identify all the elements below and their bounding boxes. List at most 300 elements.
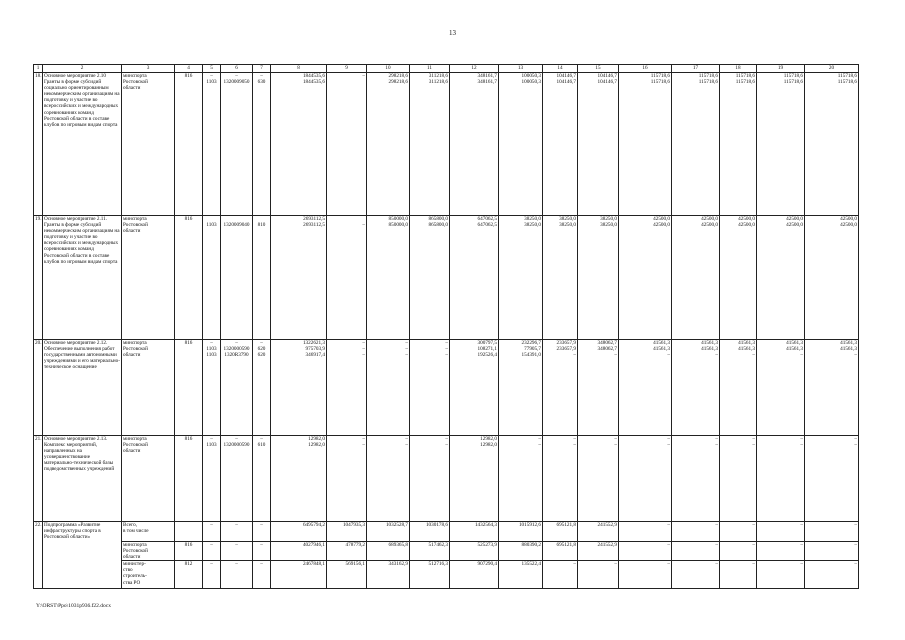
cell-line: ства РО	[123, 579, 141, 586]
value-cell: –	[757, 561, 805, 589]
value-cell: –	[253, 522, 271, 542]
column-number: 18	[720, 65, 757, 73]
cell-line: области	[123, 448, 141, 455]
cell-line: 104146,7	[597, 73, 617, 79]
column-number: 15	[578, 65, 619, 73]
cell-line: –	[405, 346, 408, 353]
value-cell: 525273,9	[450, 542, 499, 561]
cell-line: –	[210, 436, 213, 442]
value-cell: 241552,9	[578, 522, 619, 542]
cell-line: –	[405, 352, 408, 359]
cell-line: 348161,7	[477, 79, 497, 86]
cell-line: 115718,6	[837, 79, 857, 86]
value-cell	[271, 340, 327, 436]
cell-line: 620	[257, 346, 266, 353]
program-name: Подпрограмма «Развитие инфраструктуры спорта в Ростовской области»	[43, 522, 122, 589]
value-cell	[221, 73, 253, 216]
cell-line: 233657,9	[556, 340, 576, 346]
cell-line: 311218,6	[428, 79, 448, 86]
value-cell: –	[619, 542, 672, 561]
value-cell	[672, 216, 720, 340]
value-cell: –	[672, 542, 720, 561]
cell-line: 115718,6	[783, 73, 803, 79]
value-cell	[410, 73, 450, 216]
value-cell: 1030178,6	[410, 522, 450, 542]
cell-line: 1844535,6	[302, 79, 325, 86]
cell-line: 41561,3	[786, 346, 803, 353]
cell-line: 38250,0	[559, 222, 576, 229]
value-cell: 689365,8	[367, 542, 410, 561]
value-cell: 695121,8	[543, 522, 578, 542]
measure-name: Основное мероприятие 2.10 Гранты в форме субсидий социально ориентированным некоммерческим организациям на подготовку и участие во всероссийских и международных соревнованиях команд Ростовской области в составе клубов по игровым видам спорта	[43, 73, 122, 216]
cell-line: 1320R3790	[224, 352, 249, 359]
value-cell	[499, 216, 543, 340]
cell-line: 104146,7	[597, 79, 617, 86]
cell-line: 346917,4	[305, 352, 325, 359]
value-cell	[327, 340, 367, 436]
value-cell	[543, 73, 578, 216]
value-cell: –	[253, 542, 271, 561]
value-cell: 6495794,2	[271, 522, 327, 542]
cell-line: 1322621,3	[302, 340, 325, 346]
cell-line: минспорта	[123, 73, 147, 79]
cell-line: 232296,7	[521, 340, 541, 346]
cell-line: –	[715, 352, 718, 359]
value-cell: 1432564,3	[450, 522, 499, 542]
cell-line: –	[445, 442, 448, 449]
value-cell: –	[672, 522, 720, 542]
cell-line: 38250,0	[559, 216, 576, 222]
measure-name: Основное мероприятие 2.13. Комплекс мероприятий, направленных на усовершенствование материально-технической базы подведомственных учреждений	[43, 436, 122, 522]
file-path-footer: Y:\ORST\Ppo\1031p936.f22.docx	[36, 603, 111, 609]
cell-line: –	[445, 352, 448, 359]
value-cell	[720, 436, 757, 522]
table-row	[34, 216, 859, 340]
value-cell: 135522,4	[499, 561, 543, 589]
value-cell: –	[720, 561, 757, 589]
cell-line: –	[235, 73, 238, 79]
cell-line: 41561,3	[701, 346, 718, 353]
cell-line: 816	[184, 216, 193, 222]
cell-line: 850000,0	[388, 222, 408, 229]
cell-line: Ростовской	[123, 222, 148, 229]
value-cell	[619, 436, 672, 522]
value-cell: –	[253, 561, 271, 589]
cell-line: 192526,4	[477, 352, 497, 359]
value-cell: –	[757, 542, 805, 561]
cell-line: области	[123, 228, 141, 235]
cell-line: –	[800, 436, 803, 442]
cell-line: 620	[257, 352, 266, 359]
cell-line: Ростовской	[123, 548, 148, 555]
value-cell: –	[720, 542, 757, 561]
column-number: 3	[122, 65, 175, 73]
value-cell: –	[619, 561, 672, 589]
page-number: 13	[449, 29, 456, 37]
value-cell	[543, 216, 578, 340]
value-cell: –	[203, 522, 221, 542]
value-cell	[499, 73, 543, 216]
cell-line: 108271,1	[477, 346, 497, 353]
executor-cell	[122, 73, 175, 216]
column-number: 6	[221, 65, 253, 73]
cell-line: 2693112,5	[303, 216, 325, 222]
value-cell	[619, 216, 672, 340]
cell-line: 816	[184, 436, 193, 442]
value-cell: –	[757, 522, 805, 542]
cell-line: –	[362, 346, 365, 353]
cell-line: Ростовской	[123, 442, 148, 449]
column-number: 2	[43, 65, 122, 73]
value-cell: 241552,9	[578, 542, 619, 561]
value-cell	[203, 216, 221, 340]
value-cell	[805, 216, 859, 340]
cell-line: –	[362, 352, 365, 359]
cell-line	[328, 79, 365, 85]
value-cell	[203, 340, 221, 436]
cell-line: 1103	[206, 79, 217, 86]
cell-line: 865800,0	[428, 222, 448, 229]
cell-line: Ростовской	[123, 79, 148, 86]
measure-name: Основное мероприятие 2.11. Гранты в форме субсидий некоммерческим организациям на подготовку и участие во всероссийских и международных соревнованиях команд Ростовской области в составе клубов по игровым видам спорта	[43, 216, 122, 340]
cell-line: –	[445, 436, 448, 442]
cell-line: –	[445, 340, 448, 346]
cell-line: –	[405, 442, 408, 449]
cell-line: –	[854, 436, 857, 442]
cell-line: 154391,0	[521, 352, 541, 359]
cell-line: минспорта	[123, 436, 147, 442]
value-cell	[175, 436, 203, 522]
value-cell: –	[203, 542, 221, 561]
value-cell: –	[221, 522, 253, 542]
column-number: 9	[327, 65, 367, 73]
cell-line: 647062,5	[477, 216, 497, 222]
value-cell	[578, 340, 619, 436]
cell-line: 42500,0	[738, 222, 755, 229]
value-cell: –	[672, 561, 720, 589]
cell-line: –	[235, 436, 238, 442]
cell-line: –	[210, 73, 213, 79]
value-cell: 478779,2	[327, 542, 367, 561]
cell-line: 41561,3	[786, 340, 803, 346]
value-cell	[203, 436, 221, 522]
row-number: 20.	[34, 340, 43, 436]
cell-line: –	[573, 436, 576, 442]
value-cell	[619, 73, 672, 216]
value-cell	[543, 340, 578, 436]
program-table	[33, 64, 859, 589]
cell-line: 1320009040	[223, 222, 250, 229]
cell-line: 115718,6	[783, 79, 803, 86]
cell-line: –	[614, 352, 617, 359]
cell-line: 12982,0	[308, 436, 325, 442]
cell-line: 42500,0	[738, 216, 755, 222]
value-cell	[720, 340, 757, 436]
executor-cell	[122, 561, 175, 589]
cell-line: 1103	[206, 442, 217, 449]
cell-line: –	[715, 436, 718, 442]
value-cell: 907290,4	[450, 561, 499, 589]
row-number: 19.	[34, 216, 43, 340]
value-cell: 512716,3	[410, 561, 450, 589]
cell-line: –	[667, 352, 670, 359]
cell-line: –	[752, 352, 755, 359]
cell-line: 12982,0	[480, 442, 497, 449]
value-cell	[253, 216, 271, 340]
table-row	[34, 561, 859, 589]
cell-line: 865800,0	[428, 216, 448, 222]
cell-line: 115718,6	[650, 79, 670, 86]
executor-cell	[122, 542, 175, 561]
cell-line	[176, 352, 201, 358]
value-cell	[221, 436, 253, 522]
value-cell: –	[805, 542, 859, 561]
value-cell: –	[543, 561, 578, 589]
cell-line: 77905,7	[524, 346, 541, 353]
column-number: 12	[450, 65, 499, 73]
cell-line: –	[445, 346, 448, 353]
executor-cell	[122, 340, 175, 436]
cell-line: –	[538, 442, 541, 449]
cell-line: 348062,7	[597, 346, 617, 353]
cell-line: 298218,6	[388, 73, 408, 79]
value-cell: 1032528,7	[367, 522, 410, 542]
value-cell: –	[221, 542, 253, 561]
cell-line: 300797,5	[477, 340, 497, 346]
executor-cell	[122, 216, 175, 340]
cell-line: 1103	[206, 222, 217, 229]
cell-line: 298218,6	[388, 79, 408, 86]
value-cell	[757, 216, 805, 340]
cell-line: 42500,0	[653, 222, 670, 229]
measure-name: Основное мероприятие 2.12. Обеспечение выполнения работ государственными автономными учреждениями и его материально-техническое оснащение	[43, 340, 122, 436]
value-cell	[805, 340, 859, 436]
value-cell	[672, 340, 720, 436]
column-number: 1	[34, 65, 43, 73]
cell-line: 38250,0	[600, 222, 617, 229]
executor-cell	[122, 522, 175, 542]
cell-line: 115718,6	[698, 79, 718, 86]
value-cell	[367, 436, 410, 522]
cell-line: –	[405, 436, 408, 442]
value-cell	[327, 216, 367, 340]
column-number: 17	[672, 65, 720, 73]
value-cell: 2467848,1	[271, 561, 327, 589]
value-cell	[203, 73, 221, 216]
cell-line: области	[123, 352, 141, 359]
value-cell: 880390,2	[499, 542, 543, 561]
value-cell	[271, 436, 327, 522]
cell-line: –	[260, 73, 263, 79]
value-cell	[578, 436, 619, 522]
value-cell	[619, 340, 672, 436]
value-cell: –	[805, 561, 859, 589]
cell-line: –	[362, 73, 365, 79]
cell-line: 233657,9	[556, 346, 576, 353]
cell-line: 1103	[206, 352, 217, 359]
row-number: 21.	[34, 436, 43, 522]
cell-line: 816	[184, 73, 193, 79]
cell-line: 115718,6	[698, 73, 718, 79]
cell-line: 12982,0	[480, 436, 497, 442]
column-number: 4	[175, 65, 203, 73]
table-row	[34, 522, 859, 542]
cell-line: –	[800, 352, 803, 359]
cell-line: –	[210, 340, 213, 346]
cell-line: –	[235, 340, 238, 346]
cell-line: –	[538, 436, 541, 442]
table-row	[34, 436, 859, 522]
cell-line	[176, 222, 201, 228]
value-cell	[757, 73, 805, 216]
cell-line: 42500,0	[653, 216, 670, 222]
value-cell	[757, 340, 805, 436]
column-number: 7	[253, 65, 271, 73]
cell-line: 1320000590	[223, 346, 250, 353]
value-cell: 4027946,1	[271, 542, 327, 561]
cell-line: минспорта	[123, 542, 147, 548]
value-cell	[757, 436, 805, 522]
value-cell: 517462,3	[410, 542, 450, 561]
cell-line: 2693112,5	[303, 222, 325, 229]
cell-line: 41561,3	[840, 340, 857, 346]
column-number-row	[34, 65, 859, 73]
cell-line: 42500,0	[786, 222, 803, 229]
value-cell: 1047935,3	[327, 522, 367, 542]
value-cell	[271, 73, 327, 216]
cell-line: –	[715, 442, 718, 449]
cell-line: минспорта	[123, 216, 147, 222]
value-cell	[578, 216, 619, 340]
value-cell: 1015912,6	[499, 522, 543, 542]
value-cell	[367, 340, 410, 436]
cell-line: –	[260, 340, 263, 346]
value-cell: –	[619, 522, 672, 542]
value-cell: 812	[175, 561, 203, 589]
cell-line: 42500,0	[701, 222, 718, 229]
value-cell	[450, 340, 499, 436]
cell-line: 38250,0	[600, 216, 617, 222]
cell-line: 1320000590	[223, 442, 250, 449]
value-cell: 569156,1	[327, 561, 367, 589]
table-row	[34, 542, 859, 561]
table-row	[34, 340, 859, 436]
value-cell	[221, 340, 253, 436]
value-cell	[450, 73, 499, 216]
cell-line: 104146,7	[556, 79, 576, 86]
value-cell	[720, 216, 757, 340]
cell-line: области	[123, 85, 141, 92]
value-cell	[367, 73, 410, 216]
value-cell	[543, 436, 578, 522]
value-cell	[499, 340, 543, 436]
cell-line: области	[123, 554, 141, 561]
cell-line: –	[752, 436, 755, 442]
cell-line: –	[854, 352, 857, 359]
value-cell	[805, 73, 859, 216]
cell-line: –	[362, 436, 365, 442]
column-number: 19	[757, 65, 805, 73]
cell-line: –	[405, 340, 408, 346]
column-number: 16	[619, 65, 672, 73]
cell-line: 104146,7	[556, 73, 576, 79]
cell-line: –	[752, 442, 755, 449]
value-cell	[175, 73, 203, 216]
cell-line: 311218,6	[428, 73, 448, 79]
value-cell: –	[203, 561, 221, 589]
cell-line: –	[614, 442, 617, 449]
cell-line: –	[800, 442, 803, 449]
cell-line: 41561,3	[738, 340, 755, 346]
cell-line: в том числе	[123, 528, 149, 535]
value-cell	[175, 522, 203, 542]
cell-line: 38250,0	[524, 222, 541, 229]
cell-line: 42500,0	[701, 216, 718, 222]
value-cell	[720, 73, 757, 216]
value-cell: 816	[175, 542, 203, 561]
cell-line: 41561,3	[701, 340, 718, 346]
row-number: 18.	[34, 73, 43, 216]
value-cell	[221, 216, 253, 340]
cell-line: –	[854, 442, 857, 449]
cell-line: 42500,0	[786, 216, 803, 222]
cell-line: 610	[257, 442, 266, 449]
executor-cell	[122, 436, 175, 522]
cell-line: 1320009050	[223, 79, 250, 86]
cell-line: Всего,	[123, 522, 138, 528]
cell-line: –	[362, 222, 365, 229]
value-cell	[410, 340, 450, 436]
cell-line: 348062,7	[597, 340, 617, 346]
cell-line	[176, 442, 201, 448]
value-cell	[367, 216, 410, 340]
value-cell: 343162,9	[367, 561, 410, 589]
value-cell	[672, 73, 720, 216]
cell-line: 42500,0	[840, 222, 857, 229]
row-number: 22.	[34, 522, 43, 589]
column-number: 5	[203, 65, 221, 73]
cell-line: 100050,3	[521, 73, 541, 79]
cell-line: 12982,0	[308, 442, 325, 449]
column-number: 10	[367, 65, 410, 73]
value-cell: –	[578, 561, 619, 589]
table-row	[34, 73, 859, 216]
value-cell	[578, 73, 619, 216]
cell-line: 115718,6	[735, 79, 755, 86]
value-cell	[271, 216, 327, 340]
value-cell	[410, 436, 450, 522]
cell-line: 100050,3	[521, 79, 541, 86]
cell-line: –	[573, 442, 576, 449]
cell-line: строитель-	[123, 573, 147, 580]
cell-line: –	[573, 352, 576, 359]
value-cell	[672, 436, 720, 522]
value-cell	[450, 216, 499, 340]
cell-line: 115718,6	[735, 73, 755, 79]
value-cell	[327, 436, 367, 522]
cell-line: 630	[257, 79, 266, 86]
value-cell	[410, 216, 450, 340]
value-cell	[499, 436, 543, 522]
cell-line: 41561,3	[653, 340, 670, 346]
value-cell	[327, 73, 367, 216]
cell-line: 42500,0	[840, 216, 857, 222]
cell-line: –	[667, 442, 670, 449]
cell-line: 38250,0	[524, 216, 541, 222]
value-cell	[253, 73, 271, 216]
cell-line: –	[667, 436, 670, 442]
value-cell	[450, 436, 499, 522]
